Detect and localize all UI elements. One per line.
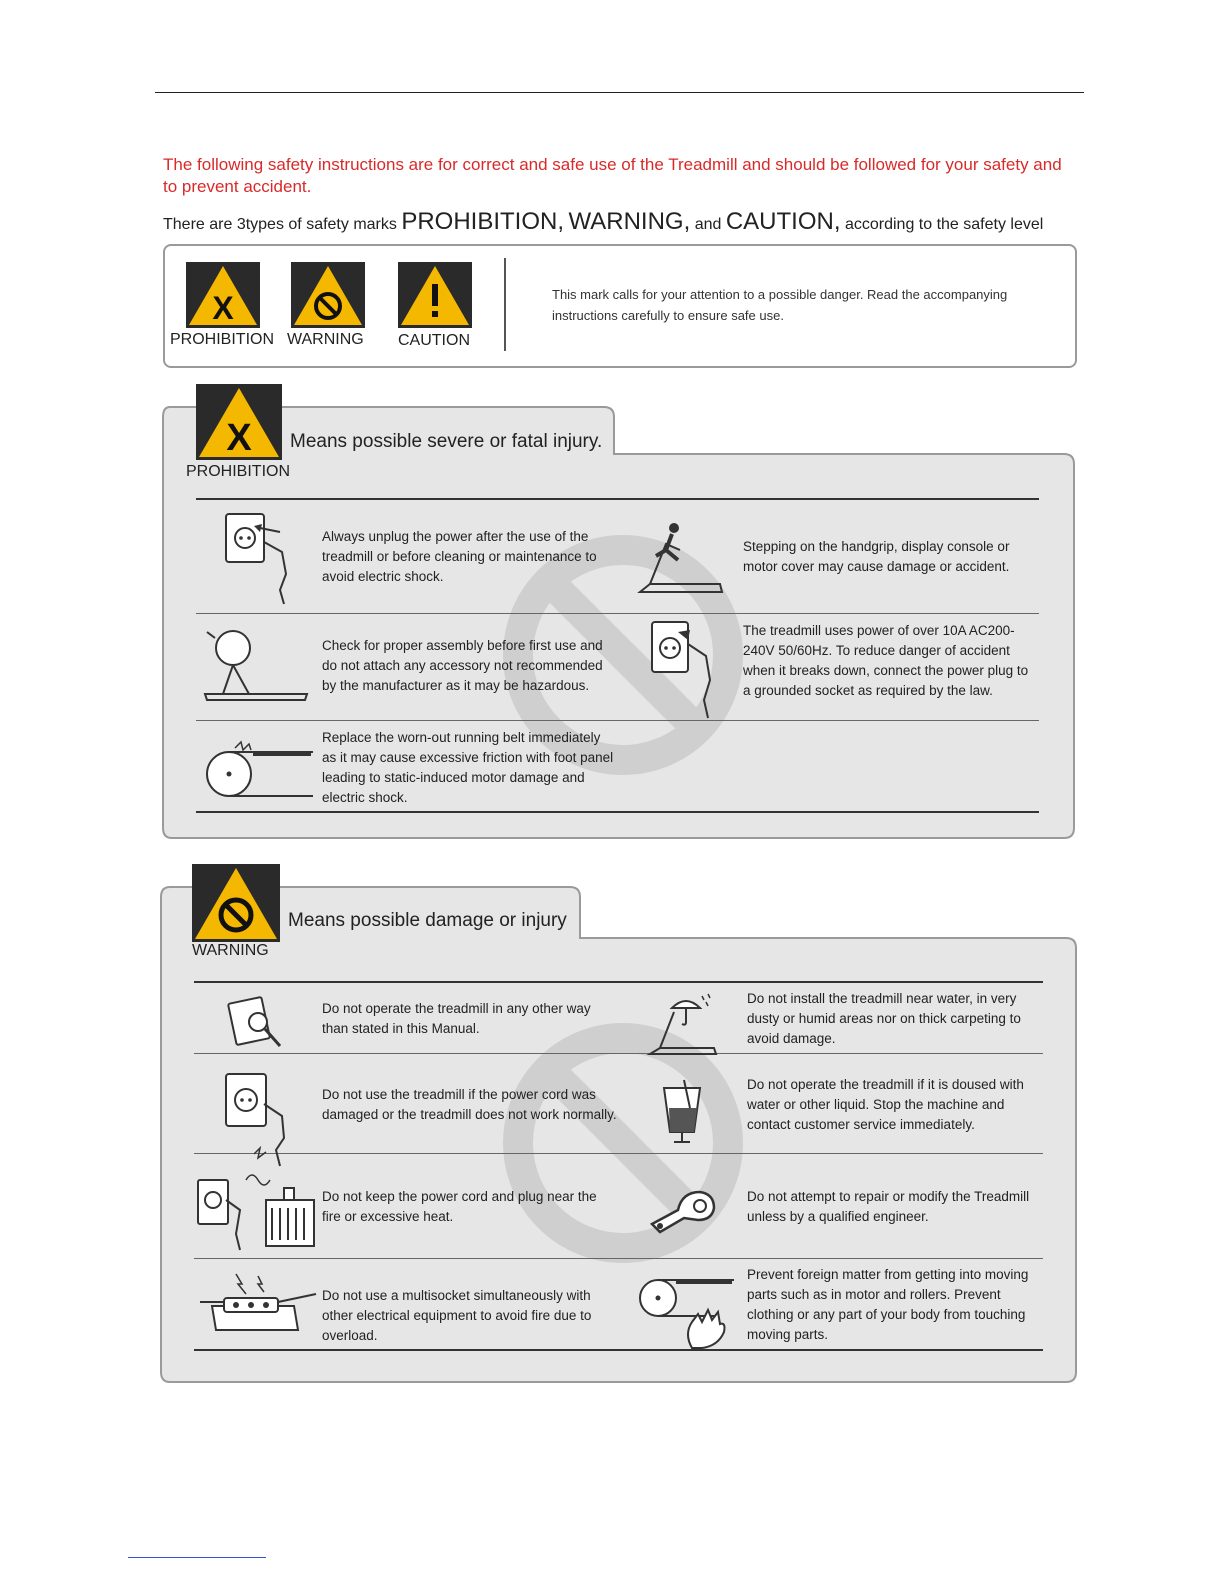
warning-label: WARNING: [192, 942, 269, 959]
unplug-socket-icon: [224, 512, 294, 604]
running-belt-icon: [203, 742, 315, 800]
warning-circle-slash-icon: [291, 262, 365, 328]
warning-section-icon: [192, 864, 280, 942]
prohibition-item-3: Check for proper assembly before first use and do not attach any accessory not recommended by the manufacturer as it may be hazardous.: [322, 638, 603, 693]
prohibition-item-2: Stepping on the handgrip, display console or motor cover may cause damage or accident.: [743, 539, 1010, 574]
warning-item-7: Do not use a multisocket simultaneously with other electrical equipment to avoid fire due to overload.: [322, 1288, 592, 1343]
damaged-cord-icon: [224, 1072, 296, 1168]
warning-title: Means possible damage or injury: [288, 910, 567, 931]
warning-row-divider: [194, 1153, 1043, 1154]
svg-text:X: X: [226, 417, 252, 459]
marks-intro-caution: CAUTION,: [725, 208, 841, 235]
prohibition-item-5: Replace the worn-out running belt immediately as it may cause excessive friction with foot panel leading to static-induced motor damage and electric shock.: [322, 730, 614, 805]
warning-row-divider: [194, 1053, 1043, 1054]
cord-near-heater-icon: [196, 1170, 320, 1252]
warning-bottom-rule: [194, 1349, 1043, 1351]
caution-exclamation-icon: [398, 262, 472, 328]
prohibition-item-1: Always unplug the power after the use of the treadmill or before cleaning or maintenance to avoid electric shock.: [322, 529, 597, 584]
multisocket-overload-icon: [196, 1272, 320, 1338]
prohibition-item-4: The treadmill uses power of over 10A AC200-240V 50/60Hz. To reduce danger of accident when it breaks down, connect the power plug to a grounded socket as required by the law.: [743, 623, 1029, 698]
marks-intro-and: and: [690, 216, 726, 233]
treadmill-water-icon: [644, 992, 720, 1058]
grounded-socket-icon: [650, 620, 720, 718]
manual-magnifier-icon: [228, 996, 284, 1050]
legend-divider: [504, 258, 506, 351]
legend-warning-label: WARNING: [287, 331, 364, 348]
warning-item-2: Do not install the treadmill near water, in very dusty or humid areas nor on thick carpeting to avoid damage.: [747, 991, 1021, 1046]
marks-intro-part2: according to the safety level: [840, 216, 1044, 233]
treadmill-climb-icon: [636, 520, 728, 596]
treadmill-assembly-icon: [203, 628, 309, 702]
prohibition-bottom-rule: [196, 811, 1039, 813]
prohibition-label: PROHIBITION: [186, 463, 291, 480]
warning-item-8: Prevent foreign matter from getting into moving parts such as in motor and rollers. Prevent clothing or any part of your body from touching moving parts.: [747, 1267, 1029, 1342]
prohibition-section-icon: [196, 384, 282, 460]
safety-marks-intro: [163, 208, 1103, 236]
repair-tool-icon: [648, 1184, 718, 1234]
header-rule: [155, 92, 1084, 93]
prohibition-row-divider: [196, 720, 1039, 721]
footer-link-underline: [128, 1557, 266, 1558]
marks-intro-warning: WARNING,: [568, 208, 691, 235]
svg-text:X: X: [212, 290, 234, 326]
prohibition-x-icon: [186, 262, 260, 328]
liquid-glass-icon: [660, 1078, 708, 1146]
warning-item-6: Do not attempt to repair or modify the Treadmill unless by a qualified engineer.: [747, 1189, 1030, 1224]
marks-intro-part1: There are 3types of safety marks: [163, 216, 402, 233]
intro-text: The following safety instructions are for correct and safe use of the Treadmill and should be followed for your safety and to prevent accident.: [163, 155, 1062, 196]
warning-item-3: Do not use the treadmill if the power cord was damaged or the treadmill does not work normally.: [322, 1087, 617, 1122]
legend-description: This mark calls for your attention to a possible danger. Read the accompanying instructions carefully to ensure safe use.: [552, 287, 1008, 323]
legend-prohibition-label: PROHIBITION: [170, 331, 275, 348]
warning-item-5: Do not keep the power cord and plug near the fire or excessive heat.: [322, 1189, 597, 1224]
prohibition-title: Means possible severe or fatal injury.: [290, 431, 603, 452]
warning-top-rule: [194, 981, 1043, 983]
moving-parts-hand-icon: [636, 1270, 736, 1350]
warning-item-4: Do not operate the treadmill if it is doused with water or other liquid. Stop the machine and contact customer service immediately.: [747, 1077, 1024, 1132]
legend-caution-label: CAUTION: [398, 332, 470, 349]
marks-intro-prohibition: PROHIBITION,: [401, 208, 565, 235]
prohibition-row-divider: [196, 613, 1039, 614]
warning-item-1: Do not operate the treadmill in any other way than stated in this Manual.: [322, 1001, 591, 1036]
prohibition-top-rule: [196, 498, 1039, 500]
warning-row-divider: [194, 1258, 1043, 1259]
